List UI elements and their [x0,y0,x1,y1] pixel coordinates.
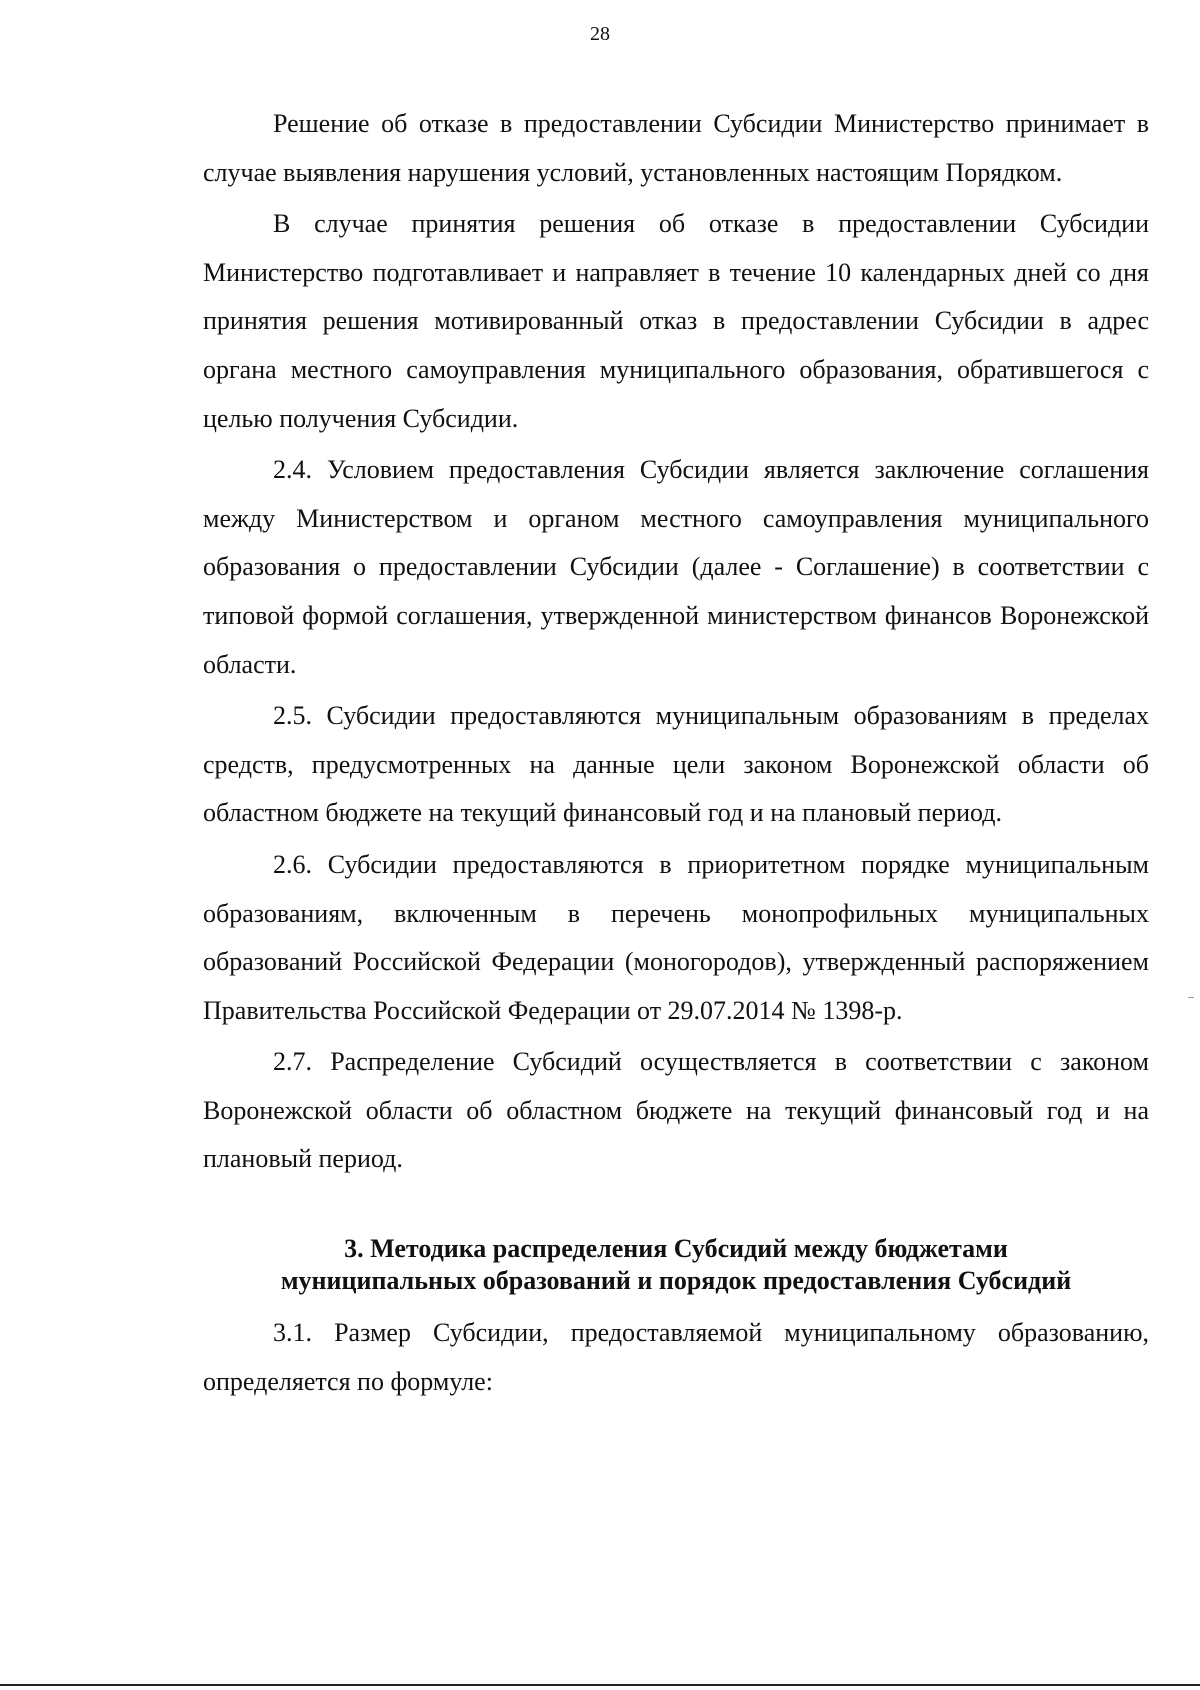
section-3-heading-line1: 3. Методика распределения Субсидий между бюджетами [344,1234,1008,1264]
paragraph-2-5: 2.5. Субсидии предоставляются муниципальным образованиям в пределах средств, предусмотренных на данные цели законом Воронежской области об областном бюджете на текущий финансовый год и на плановый период. [203,701,1149,828]
bottom-rule [0,1684,1200,1686]
paragraph-2-6: 2.6. Субсидии предоставляются в приоритетном порядке муниципальным образованиям, включенным в перечень монопрофильных муниципальных образований Российской Федерации (моногородов), утвержденный распоряжением Правительства Российской Федерации от 29.07.2014 № 1398-р. [203,849,1149,1025]
paragraph-refusal-notice: В случае принятия решения об отказе в предоставлении Субсидии Министерство подготавливает и направляет в течение 10 календарных дней со дня принятия решения мотивированный отказ в предоставлении Субсидии в адрес органа местного самоуправления муниципального образования, обратившегося с целью получения Субсидии. [203,209,1149,433]
section-3-heading-line2: муниципальных образований и порядок предоставления Субсидий [280,1266,1072,1296]
paragraph-2-4: 2.4. Условием предоставления Субсидии является заключение соглашения между Министерством и органом местного самоуправления муниципального образования о предоставлении Субсидии (далее - Соглашение) в соответствии с типовой формой соглашения, утвержденной министерством финансов Воронежской области. [203,455,1149,679]
page-number: 28 [590,23,610,45]
document-body [203,100,1149,1409]
scan-speck [1188,997,1194,998]
paragraph-3-1: 3.1. Размер Субсидии, предоставляемой муниципальному образованию, определяется по формуле: [203,1318,1149,1396]
paragraph-2-7: 2.7. Распределение Субсидий осуществляется в соответствии с законом Воронежской области об областном бюджете на текущий финансовый год и на плановый период. [203,1047,1149,1174]
paragraph-refusal-conditions: Решение об отказе в предоставлении Субсидии Министерство принимает в случае выявления нарушения условий, установленных настоящим Порядком. [203,109,1149,187]
section-3-heading [203,1233,1149,1297]
